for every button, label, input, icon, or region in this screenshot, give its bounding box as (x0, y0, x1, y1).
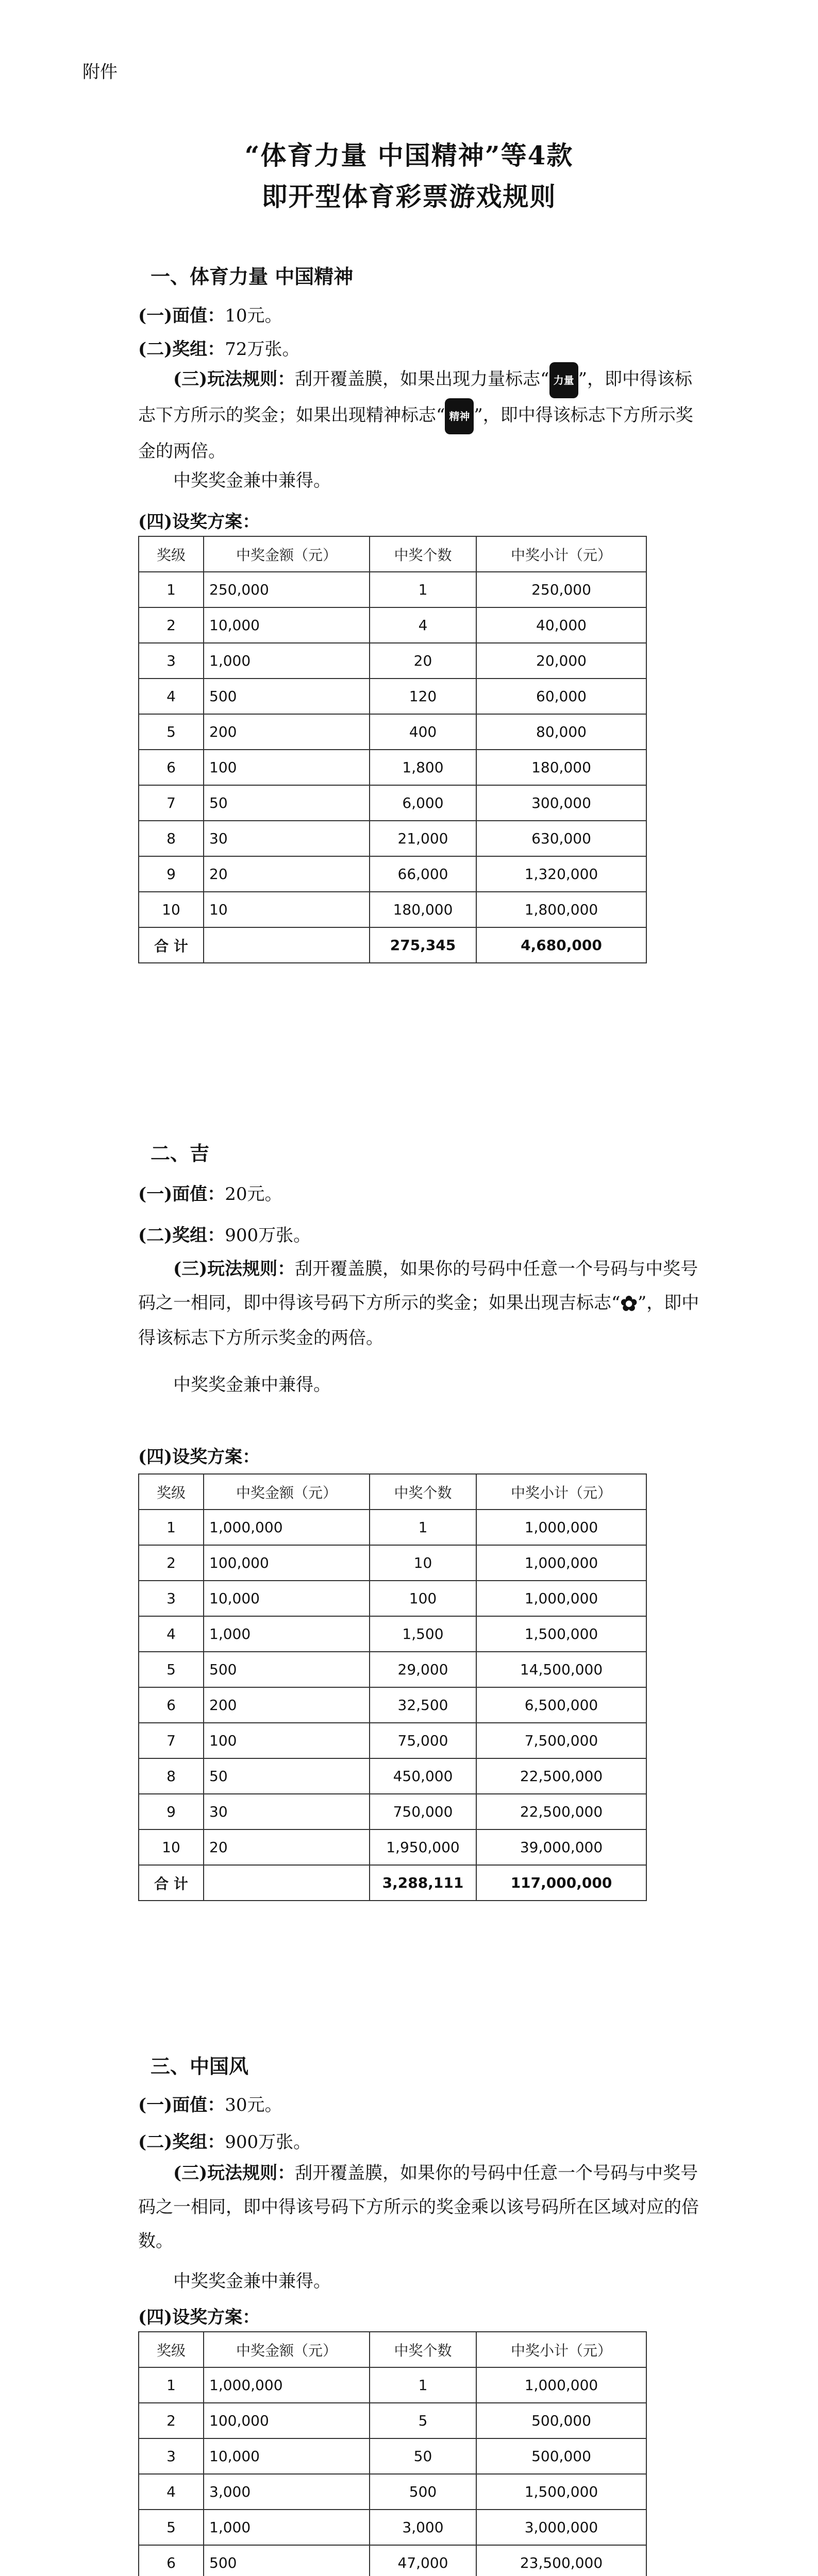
table-cell: 5 (370, 2403, 476, 2438)
table-cell: 3 (139, 2438, 204, 2474)
table-cell: 7 (139, 1723, 204, 1758)
table-cell: 500 (204, 1652, 370, 1687)
table-row (139, 1616, 646, 1652)
table-cell: 250,000 (476, 572, 646, 607)
table-header-cell: 中奖小计（元） (476, 1474, 646, 1510)
table-cell: 6 (139, 1687, 204, 1723)
table-cell: 合 计 (139, 927, 204, 963)
table-cell: 10,000 (204, 1581, 370, 1616)
table-row (139, 750, 646, 785)
table-cell: 1,000 (204, 643, 370, 679)
table-cell: 3,288,111 (370, 1865, 476, 1901)
liliang-badge-icon: 力量 (549, 362, 578, 398)
table-header-cell: 奖级 (139, 2332, 204, 2367)
table-cell: 750,000 (370, 1794, 476, 1829)
table-header-row (139, 1474, 646, 1510)
table-cell: 75,000 (370, 1723, 476, 1758)
table-cell: 1,000 (204, 2510, 370, 2545)
table-cell: 1,950,000 (370, 1829, 476, 1865)
table-cell: 10 (139, 1829, 204, 1865)
table-cell: 30 (204, 821, 370, 856)
table-cell: 1,000,000 (476, 2367, 646, 2403)
table-cell: 1,500,000 (476, 1616, 646, 1652)
table-cell: 60,000 (476, 679, 646, 714)
section-1-face-value: (一)面值：10元。 (138, 306, 282, 326)
table-cell: 9 (139, 856, 204, 892)
prize-table-1 (138, 536, 647, 963)
table-header-cell: 中奖个数 (370, 1474, 476, 1510)
table-cell: 6 (139, 750, 204, 785)
table-cell: 180,000 (476, 750, 646, 785)
table-row (139, 892, 646, 927)
table-cell: 47,000 (370, 2545, 476, 2576)
table-cell: 3,000 (204, 2474, 370, 2510)
section-1-print-run: (二)奖组：72万张。 (138, 339, 300, 360)
table-cell: 1,500 (370, 1616, 476, 1652)
table-cell: 22,500,000 (476, 1794, 646, 1829)
table-cell: 1,000,000 (476, 1510, 646, 1545)
table-cell: 1,000,000 (204, 1510, 370, 1545)
table-cell: 9 (139, 1794, 204, 1829)
table-cell: 8 (139, 821, 204, 856)
table-cell (204, 1865, 370, 1901)
table-row (139, 2367, 646, 2403)
prize-table-2 (138, 1473, 647, 1901)
table-cell: 4 (139, 2474, 204, 2510)
table-cell: 10 (204, 892, 370, 927)
table-cell: 1 (139, 2367, 204, 2403)
table-cell: 500 (370, 2474, 476, 2510)
table-row (139, 2403, 646, 2438)
table-cell: 3 (139, 643, 204, 679)
table-cell: 39,000,000 (476, 1829, 646, 1865)
section-1-prize-label: (四)设奖方案： (138, 512, 260, 532)
table-cell: 1 (370, 2367, 476, 2403)
attachment-label: 附件 (82, 62, 118, 82)
table-total-row (139, 1865, 646, 1901)
section-3-print-run: (二)奖组：900万张。 (138, 2132, 311, 2153)
table-row (139, 856, 646, 892)
table-cell: 1,500,000 (476, 2474, 646, 2510)
table-row (139, 821, 646, 856)
table-row (139, 643, 646, 679)
section-2-face-value: (一)面值：20元。 (138, 1184, 282, 1205)
table-header-row (139, 536, 646, 572)
table-cell: 10 (370, 1545, 476, 1581)
table-row (139, 2474, 646, 2510)
table-cell: 200 (204, 1687, 370, 1723)
table-cell: 4 (370, 607, 476, 643)
table-cell: 5 (139, 1652, 204, 1687)
table-cell: 100 (204, 750, 370, 785)
table-cell: 7 (139, 785, 204, 821)
table-cell: 20 (370, 643, 476, 679)
section-2-print-run: (二)奖组：900万张。 (138, 1225, 311, 1246)
table-cell: 100,000 (204, 2403, 370, 2438)
section-3-prize-label: (四)设奖方案： (138, 2307, 260, 2328)
table-cell: 50 (370, 2438, 476, 2474)
table-cell: 120 (370, 679, 476, 714)
table-cell: 1,000,000 (476, 1545, 646, 1581)
table-cell: 20,000 (476, 643, 646, 679)
table-row (139, 1545, 646, 1581)
table-cell: 630,000 (476, 821, 646, 856)
table-row (139, 1652, 646, 1687)
table-cell: 1 (139, 1510, 204, 1545)
section-1-combo: 中奖奖金兼中兼得。 (173, 470, 331, 491)
table-cell: 500,000 (476, 2438, 646, 2474)
table-cell: 300,000 (476, 785, 646, 821)
table-cell: 1,000,000 (476, 1581, 646, 1616)
table-cell: 1 (370, 1510, 476, 1545)
table-cell: 30 (204, 1794, 370, 1829)
table-cell: 7,500,000 (476, 1723, 646, 1758)
table-row (139, 1723, 646, 1758)
table-header-cell: 中奖个数 (370, 536, 476, 572)
document-title-line2: 即开型体育彩票游戏规则 (261, 181, 557, 212)
table-cell: 5 (139, 714, 204, 750)
table-cell: 4 (139, 679, 204, 714)
table-row (139, 572, 646, 607)
ji-symbol-icon: ✿ (620, 1292, 638, 1316)
table-cell: 50 (204, 1758, 370, 1794)
table-row (139, 2438, 646, 2474)
section-1-heading: 一、体育力量 中国精神 (151, 265, 354, 288)
table-row (139, 1794, 646, 1829)
table-cell: 1 (370, 572, 476, 607)
table-row (139, 714, 646, 750)
table-header-cell: 中奖小计（元） (476, 2332, 646, 2367)
table-cell: 合 计 (139, 1865, 204, 1901)
table-row (139, 785, 646, 821)
table-header-cell: 中奖小计（元） (476, 536, 646, 572)
table-cell: 2 (139, 2403, 204, 2438)
section-3-face-value: (一)面值：30元。 (138, 2095, 282, 2115)
table-cell: 32,500 (370, 1687, 476, 1723)
section-2-rules: (三)玩法规则：刮开覆盖膜，如果你的号码中任意一个号码与中奖号码之一相同，即中得该号码下方所示的奖金；如果出现吉标志“✿”，即中得该标志下方所示奖金的两倍。 (138, 1259, 699, 1348)
table-cell: 40,000 (476, 607, 646, 643)
table-cell: 250,000 (204, 572, 370, 607)
table-row (139, 1510, 646, 1545)
table-cell: 275,345 (370, 927, 476, 963)
table-total-row (139, 927, 646, 963)
table-header-cell: 中奖金额（元） (204, 2332, 370, 2367)
table-cell: 4 (139, 1616, 204, 1652)
table-cell: 4,680,000 (476, 927, 646, 963)
table-header-cell: 中奖金额（元） (204, 536, 370, 572)
table-row (139, 1829, 646, 1865)
section-1-rules: (三)玩法规则：刮开覆盖膜，如果出现力量标志“ 力量 ”，即中得该标志下方所示的奖金；如果出现精神标志“ 精神 ”，即中得该标志下方所示奖金的两倍。 (138, 362, 700, 468)
table-cell: 80,000 (476, 714, 646, 750)
table-cell: 6,500,000 (476, 1687, 646, 1723)
jingshen-badge-icon: 精神 (445, 398, 474, 434)
table-cell: 20 (204, 1829, 370, 1865)
table-cell: 450,000 (370, 1758, 476, 1794)
table-header-cell: 中奖个数 (370, 2332, 476, 2367)
table-cell: 500 (204, 2545, 370, 2576)
table-cell: 10,000 (204, 2438, 370, 2474)
table-cell: 1 (139, 572, 204, 607)
table-cell: 6 (139, 2545, 204, 2576)
table-cell: 23,500,000 (476, 2545, 646, 2576)
prize-table-3 (138, 2331, 647, 2576)
table-cell: 100 (370, 1581, 476, 1616)
document-title-line1: “体育力量 中国精神”等4款 (244, 140, 574, 171)
table-cell: 5 (139, 2510, 204, 2545)
table-cell: 50 (204, 785, 370, 821)
table-row (139, 679, 646, 714)
table-cell: 100,000 (204, 1545, 370, 1581)
table-cell: 3,000 (370, 2510, 476, 2545)
table-cell: 10,000 (204, 607, 370, 643)
table-cell: 6,000 (370, 785, 476, 821)
table-cell: 66,000 (370, 856, 476, 892)
table-header-cell: 中奖金额（元） (204, 1474, 370, 1510)
table-row (139, 1581, 646, 1616)
table-cell: 20 (204, 856, 370, 892)
table-cell: 29,000 (370, 1652, 476, 1687)
table-cell: 1,000,000 (204, 2367, 370, 2403)
table-header-cell: 奖级 (139, 1474, 204, 1510)
table-cell: 500 (204, 679, 370, 714)
table-row (139, 1687, 646, 1723)
table-header-row (139, 2332, 646, 2367)
section-3-rules: (三)玩法规则：刮开覆盖膜，如果你的号码中任意一个号码与中奖号码之一相同，即中得该号码下方所示的奖金乘以该号码所在区域对应的倍数。 (138, 2163, 699, 2251)
table-cell: 200 (204, 714, 370, 750)
section-2-prize-label: (四)设奖方案： (138, 1447, 260, 1467)
section-2-combo: 中奖奖金兼中兼得。 (173, 1375, 331, 1395)
table-cell: 2 (139, 1545, 204, 1581)
table-header-cell: 奖级 (139, 536, 204, 572)
table-cell: 500,000 (476, 2403, 646, 2438)
table-row (139, 1758, 646, 1794)
table-cell: 1,000 (204, 1616, 370, 1652)
table-cell: 3 (139, 1581, 204, 1616)
table-cell: 10 (139, 892, 204, 927)
table-cell: 1,320,000 (476, 856, 646, 892)
table-cell: 100 (204, 1723, 370, 1758)
table-cell (204, 927, 370, 963)
section-2-heading: 二、吉 (151, 1142, 210, 1165)
table-cell: 180,000 (370, 892, 476, 927)
table-cell: 14,500,000 (476, 1652, 646, 1687)
table-cell: 117,000,000 (476, 1865, 646, 1901)
table-cell: 8 (139, 1758, 204, 1794)
table-row (139, 2545, 646, 2576)
table-cell: 22,500,000 (476, 1758, 646, 1794)
section-3-heading: 三、中国风 (151, 2055, 249, 2078)
table-cell: 1,800,000 (476, 892, 646, 927)
table-cell: 3,000,000 (476, 2510, 646, 2545)
table-cell: 1,800 (370, 750, 476, 785)
table-cell: 21,000 (370, 821, 476, 856)
table-row (139, 607, 646, 643)
table-cell: 400 (370, 714, 476, 750)
table-row (139, 2510, 646, 2545)
table-cell: 2 (139, 607, 204, 643)
section-3-combo: 中奖奖金兼中兼得。 (173, 2271, 331, 2292)
